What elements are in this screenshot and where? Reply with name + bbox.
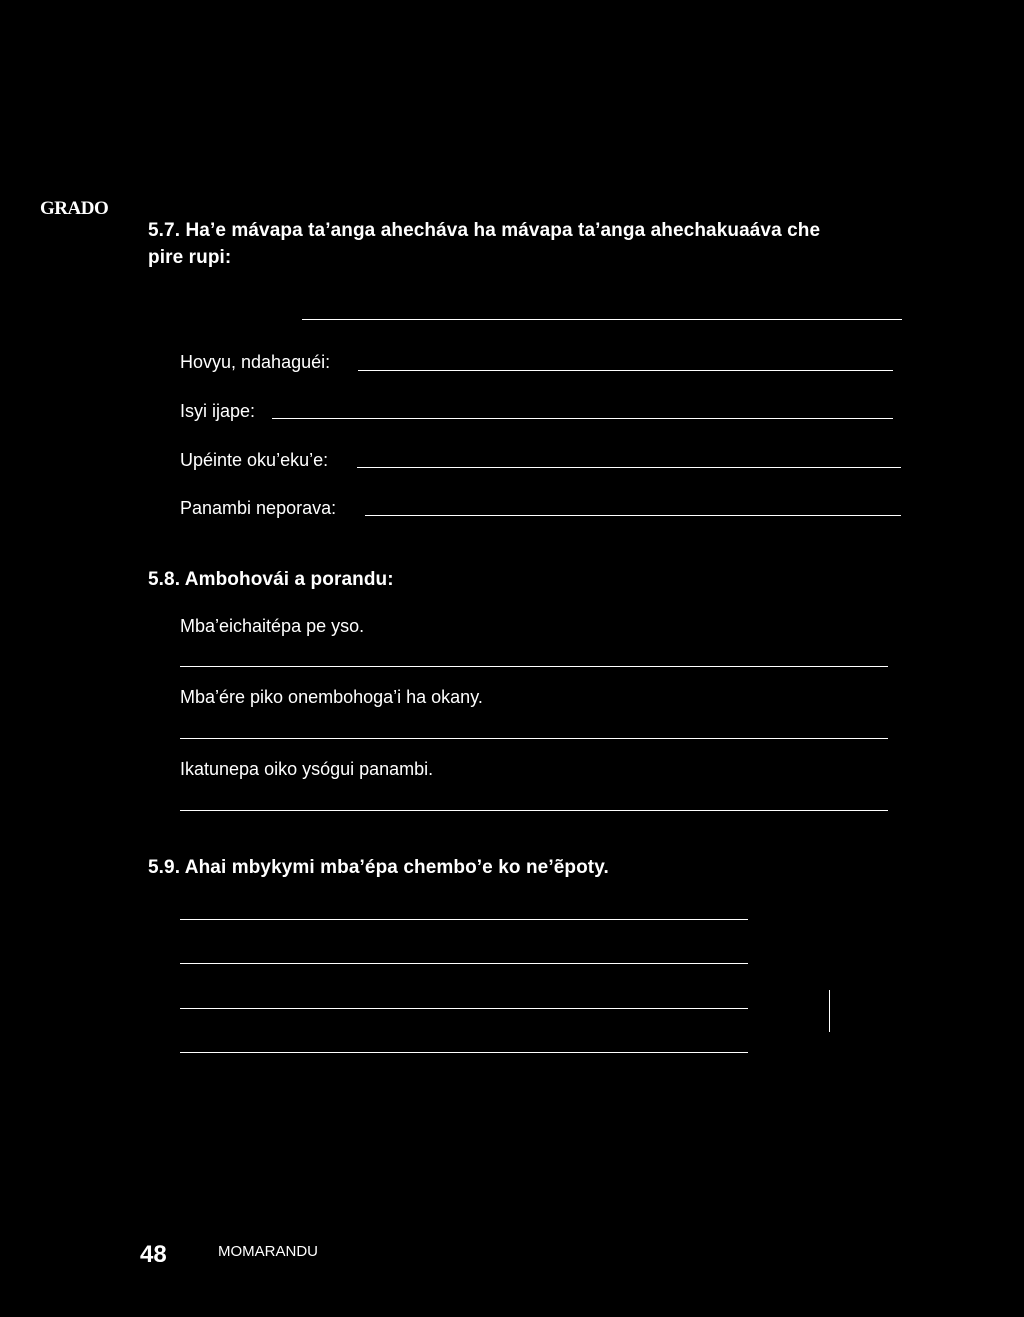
answer-line-title[interactable] (302, 319, 902, 320)
answer-line-isyi[interactable] (272, 418, 893, 419)
question-5-8-item-2: Mba’ére piko onembohoga’i ha okany. (180, 687, 483, 707)
answer-line-hovyu[interactable] (358, 370, 893, 371)
question-5-9-title: 5.9. Ahai mbykymi mba’épa chembo’e ko ne’ẽpoty. (148, 857, 609, 878)
book-title: MOMARANDU (218, 1243, 318, 1260)
question-5-7-title-line2: pire rupi: (148, 247, 232, 268)
field-label-hovyu: Hovyu, ndahaguéi: (180, 352, 331, 372)
answer-line-5-9-2[interactable] (180, 963, 748, 964)
page-number: 48 (140, 1241, 167, 1268)
question-5-8-title: 5.8. Ambohovái a porandu: (148, 569, 394, 590)
answer-line-5-9-4[interactable] (180, 1052, 748, 1053)
answer-line-5-8-3[interactable] (180, 810, 888, 811)
grade-label: GRADO (40, 198, 109, 219)
answer-line-panambi[interactable] (365, 515, 901, 516)
question-5-7-title-line1: 5.7. Ha’e mávapa ta’anga ahecháva ha mávapa ta’anga ahechakuaáva che (148, 220, 821, 241)
answer-line-5-8-1[interactable] (180, 666, 888, 667)
answer-line-upeinte[interactable] (357, 467, 901, 468)
answer-line-5-9-3[interactable] (180, 1008, 748, 1009)
field-label-isyi: Isyi ijape: (180, 401, 256, 421)
field-label-upeinte: Upéinte oku’eku’e: (180, 450, 329, 470)
answer-line-5-8-2[interactable] (180, 738, 888, 739)
field-label-panambi: Panambi neporava: (180, 498, 337, 518)
question-5-8-item-3: Ikatunepa oiko ysógui panambi. (180, 759, 434, 779)
answer-line-5-9-1[interactable] (180, 919, 748, 920)
question-5-8-item-1: Mba’eichaitépa pe yso. (180, 616, 365, 636)
vertical-mark (829, 990, 830, 1032)
